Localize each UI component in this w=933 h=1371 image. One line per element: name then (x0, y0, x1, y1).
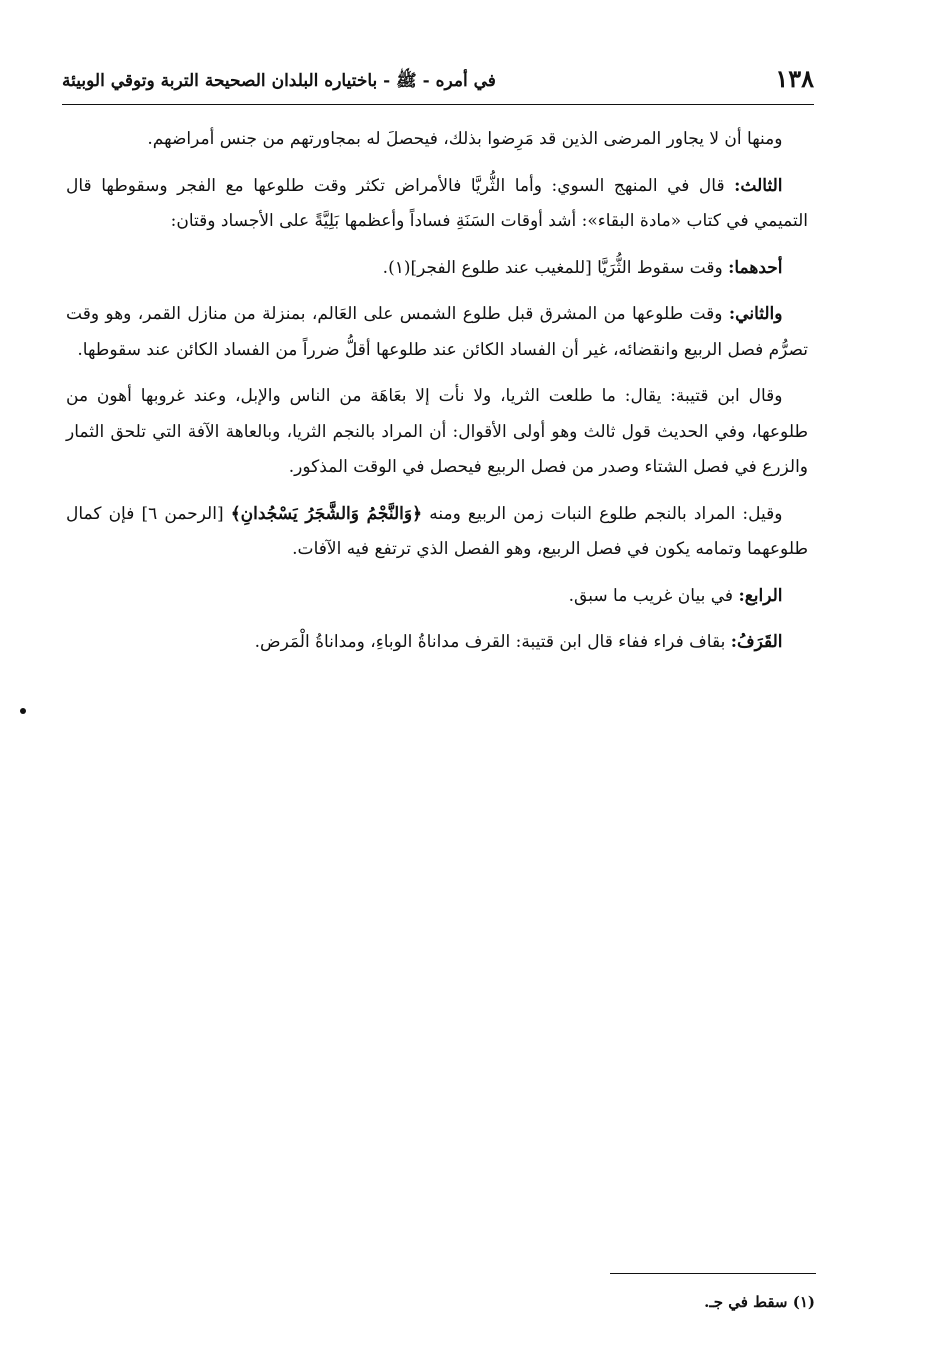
footnote: (١) سقط في جـ. (704, 1293, 815, 1311)
main-text (66, 122, 808, 661)
paragraph-text: بقاف فراء ففاء قال ابن قتيبة: القرف مداناةُ الوباءِ، ومداناةُ الْمَرض. (254, 632, 731, 652)
paragraph-text: وقال ابن قتيبة: يقال: ما طلعت الثريا، ولا نأت إلا بعَاهَة من الناس والإبل، وعند غروبها أهون من طلوعها، وفي الحديث قول ثالث وهو أولى الأقوال: أن المراد بالنجم الثريا، وبالعاهة الآفة التي تلحق الثمار والزرع في فصل الشتاء وصدر من فصل الربيع فيحصل في الوقت المذكور. (66, 386, 808, 477)
page-header (62, 62, 814, 102)
paragraph-text: ومنها أن لا يجاور المرضى الذين قد مَرِضوا بذلك، فيحصلَ له بمجاورتهم من جنس أمراضهم. (147, 129, 783, 149)
paragraph-text: قال في المنهج السوي: وأما الثُّريَّا فالأمراض تكثر وقت طلوعها مع الفجر وسقوطها قال التميمي في كتاب «مادة البقاء»: أشد أوقات السَنَةِ فساداً وأعظمها بَلِيَّةً على الأجساد وقتان: (66, 175, 808, 231)
paragraph-lead: القَرَفُ: (730, 632, 783, 652)
footnote-rule (610, 1273, 816, 1274)
paragraph-lead: والثاني: (728, 304, 783, 324)
paragraph-neighbors (66, 122, 808, 158)
running-title: في أمره - ﷺ - باختياره البلدان الصحيحة التربة وتوقي الوبيئة (62, 71, 496, 91)
paragraph-lead: الثالث: (734, 175, 783, 196)
page-number: ١٣٨ (775, 64, 814, 93)
margin-dot (20, 708, 26, 714)
paragraph-text: وقت طلوعها من المشرق قبل طلوع الشمس على العَالم، بمنزلة من منازل القمر، وهو وقت تصرُّم فصل الربيع وانقضائه، غير أن الفساد الكائن عند طلوعها أقلُّ ضرراً من الفساد الكائن عند سقوطها. (66, 304, 808, 360)
paragraph-second-time (66, 297, 808, 368)
paragraph-lead: أحدهما: (728, 257, 783, 278)
paragraph-first-time (66, 251, 808, 287)
paragraph-text-after: [الرحمن ٦] فإن كمال طلوعهما وتمامه يكون في فصل الربيع، وهو الفصل الذي ترتفع فيه الآفات. (66, 503, 808, 559)
paragraph-lead: الرابع: (738, 585, 783, 606)
paragraph-text-before: وقيل: المراد بالنجم طلوع النبات زمن الربيع ومنه (422, 503, 783, 524)
header-rule (62, 104, 814, 105)
paragraph-fourth (66, 579, 808, 615)
paragraph-text: وقت سقوط الثُّرَيَّا [للمغيب عند طلوع الفجر](١). (382, 257, 729, 278)
quran-verse: ﴿وَالنَّجْمُ وَالشَّجَرُ يَسْجُدانِ﴾ (230, 503, 423, 524)
paragraph-third (66, 169, 808, 240)
paragraph-text: في بيان غريب ما سبق. (568, 585, 739, 606)
paragraph-ibn-qutayba (66, 379, 808, 486)
paragraph-quran-verse (66, 497, 808, 568)
paragraph-qaraf (66, 625, 808, 661)
